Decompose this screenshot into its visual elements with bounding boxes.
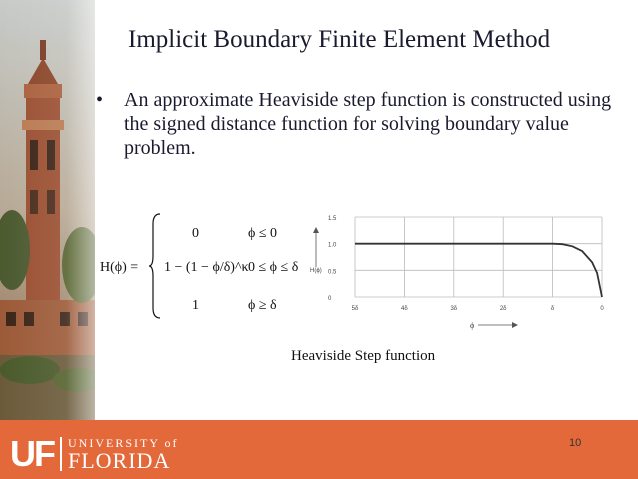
bullet-item — [96, 88, 616, 160]
bullet-text: An approximate Heaviside step function is constructed using the signed distance function for solving boundary value problem. — [124, 89, 612, 159]
footer-bar — [0, 420, 638, 479]
x-tick-label: 4δ — [401, 306, 408, 312]
page-number: 10 — [569, 437, 582, 449]
case2-value: 1 − (1 − ϕ/δ)^κ — [164, 260, 249, 275]
logo-florida-text: FLORIDA — [68, 447, 171, 473]
y-tick-label: 0.5 — [328, 269, 337, 276]
x-tick-label: 5δ — [351, 306, 359, 312]
uf-logo-mark: UF — [10, 433, 54, 474]
logo-divider — [60, 437, 62, 471]
case1-value: 0 — [192, 226, 199, 241]
uf-logo — [10, 433, 179, 474]
campus-tower-image — [0, 0, 95, 420]
y-tick-label: 0 — [328, 296, 332, 302]
slide-title: Implicit Boundary Finite Element Method — [128, 26, 551, 53]
case1-condition: ϕ ≤ 0 — [248, 226, 278, 241]
x-arrow-head-icon — [512, 322, 518, 328]
y-tick-label: 1.0 — [328, 242, 337, 249]
x-tick-label: 3δ — [450, 306, 458, 312]
logo-wordmark — [68, 437, 179, 472]
chart-caption: Heaviside Step function — [291, 348, 436, 364]
heaviside-formula — [100, 212, 320, 322]
formula-lhs: H(ϕ) = — [100, 260, 139, 275]
case3-value: 1 — [192, 298, 199, 313]
bullet-icon: • — [96, 89, 104, 111]
y-arrow-head-icon — [313, 227, 319, 233]
logo-university-text: UNIVERSITY of — [68, 435, 179, 450]
case2-condition: 0 ≤ ϕ ≤ δ — [248, 260, 299, 275]
x-axis-label: ϕ — [470, 321, 475, 330]
y-axis-label: H(ϕ) — [310, 268, 322, 274]
x-tick-label: 0 — [600, 306, 604, 312]
heaviside-chart — [310, 212, 610, 330]
campus-tower-photo — [0, 0, 95, 420]
x-tick-label: δ — [550, 306, 555, 312]
y-tick-label: 1.5 — [328, 216, 337, 222]
x-tick-label: 2δ — [499, 306, 507, 312]
case3-condition: ϕ ≥ δ — [248, 298, 277, 313]
left-brace-icon — [148, 212, 162, 320]
